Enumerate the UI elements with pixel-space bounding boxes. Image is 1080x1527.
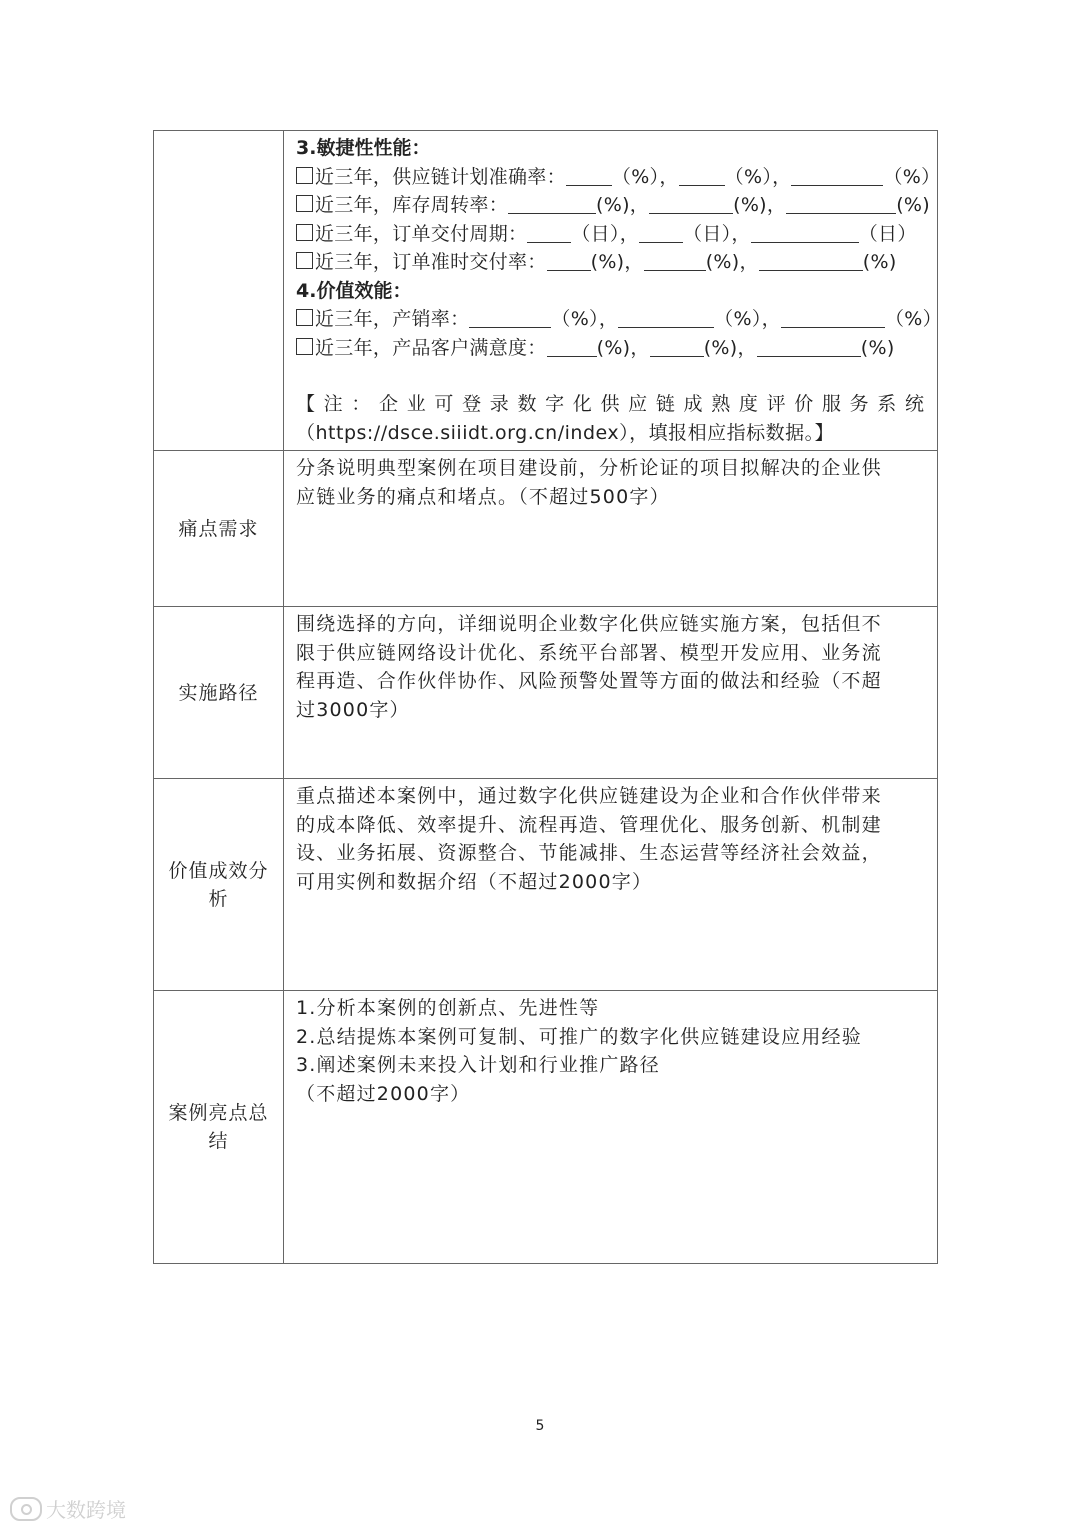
unit-text: （日）， xyxy=(683,222,751,245)
implementation-path-row xyxy=(154,607,938,779)
unit-text: (%)， xyxy=(596,336,650,359)
blank-field[interactable] xyxy=(786,193,896,214)
label-text: 析 xyxy=(208,887,229,910)
label-text: 痛点需求 xyxy=(178,517,259,540)
blank-field[interactable] xyxy=(644,250,706,271)
value-analysis-content[interactable] xyxy=(284,779,938,991)
unit-text: （%）， xyxy=(724,165,792,188)
blank-field[interactable] xyxy=(650,336,704,357)
label-text: 结 xyxy=(208,1130,229,1152)
pain-points-content[interactable] xyxy=(284,451,938,607)
unit-text: (%) xyxy=(860,336,895,359)
case-highlights-label xyxy=(154,991,284,1264)
blank-field[interactable] xyxy=(566,165,612,186)
plan-accuracy-option[interactable] xyxy=(296,163,941,192)
value-analysis-row xyxy=(154,779,938,991)
option-label: 近三年，库存周转率： xyxy=(315,194,509,216)
watermark-text: 大数跨境 xyxy=(46,1498,126,1522)
instruction-line: 程再造、合作伙伴协作、风险预警处置等方面的做法和经验（不超 xyxy=(296,670,882,692)
blank-field[interactable] xyxy=(639,222,683,243)
satisfaction-option[interactable] xyxy=(296,334,927,363)
checkbox[interactable] xyxy=(296,252,313,269)
instruction-line: （不超过2000字） xyxy=(296,1082,471,1105)
blank-field[interactable] xyxy=(547,250,591,271)
metrics-row xyxy=(154,131,938,451)
watermark xyxy=(10,1494,126,1523)
option-label: 近三年，产销率： xyxy=(315,308,470,330)
blank-field[interactable] xyxy=(679,165,725,186)
case-highlights-content[interactable] xyxy=(284,991,938,1264)
inventory-turnover-option[interactable] xyxy=(296,191,930,220)
sales-rate-option[interactable] xyxy=(296,305,942,334)
instruction-line: 3.阐述案例未来投入计划和行业推广路径 xyxy=(296,1054,660,1076)
blank-field[interactable] xyxy=(508,193,596,214)
option-label: 近三年，供应链计划准确率： xyxy=(315,165,566,188)
metrics-content-cell xyxy=(284,131,942,451)
checkbox[interactable] xyxy=(296,309,313,326)
blank-field[interactable] xyxy=(751,222,859,243)
label-text: 价值成效分 xyxy=(168,859,269,882)
unit-text: (%)， xyxy=(596,194,650,216)
blank-field[interactable] xyxy=(791,165,883,186)
metrics-label-cell xyxy=(154,131,284,451)
instruction-line: 可用实例和数据介绍（不超过2000字） xyxy=(296,870,653,893)
label-text: 实施路径 xyxy=(178,681,259,704)
order-cycle-option[interactable] xyxy=(296,220,927,249)
instruction-line: 设、业务拓展、资源整合、节能减排、生态运营等经济社会效益， xyxy=(296,842,882,864)
instruction-line: 1.分析本案例的创新点、先进性等 xyxy=(296,997,600,1019)
checkbox[interactable] xyxy=(296,195,313,212)
unit-text: (%) xyxy=(896,194,930,216)
blank-field[interactable] xyxy=(469,307,551,328)
instruction-line: 过3000字） xyxy=(296,698,410,721)
pain-points-label xyxy=(154,451,284,607)
unit-text: (%)， xyxy=(733,194,787,216)
unit-text: （%） xyxy=(884,308,942,330)
pain-points-row xyxy=(154,451,938,607)
checkbox[interactable] xyxy=(296,224,313,241)
note-line-1: 【注：企业可登录数字化供应链成熟度评价服务系统 xyxy=(296,393,927,415)
value-analysis-label xyxy=(154,779,284,991)
unit-text: （日）， xyxy=(571,222,640,245)
page-number: 5 xyxy=(535,1418,545,1434)
agility-heading: 3.敏捷性性能： xyxy=(296,137,431,159)
blank-field[interactable] xyxy=(547,336,597,357)
eye-logo-icon xyxy=(10,1497,42,1521)
blank-field[interactable] xyxy=(757,336,861,357)
implementation-path-content[interactable] xyxy=(284,607,938,779)
unit-text: （日） xyxy=(858,222,917,245)
case-highlights-row xyxy=(154,991,938,1264)
checkbox[interactable] xyxy=(296,167,313,184)
unit-text: (%)， xyxy=(703,336,757,359)
instruction-line: 的成本降低、效率提升、流程再造、管理优化、服务创新、机制建 xyxy=(296,813,882,836)
instruction-line: 2.总结提炼本案例可复制、可推广的数字化供应链建设应用经验 xyxy=(296,1025,862,1048)
value-heading: 4.价值效能： xyxy=(296,279,412,302)
unit-text: （%）， xyxy=(611,165,679,188)
option-label: 近三年，订单准时交付率： xyxy=(315,251,547,273)
application-form-table xyxy=(153,130,942,1264)
blank-field[interactable] xyxy=(527,222,571,243)
blank-field[interactable] xyxy=(649,193,733,214)
instruction-line: 重点描述本案例中，通过数字化供应链建设为企业和合作伙伴带来 xyxy=(296,785,882,807)
label-text: 案例亮点总 xyxy=(168,1102,269,1124)
unit-text: (%) xyxy=(862,251,897,273)
blank-field[interactable] xyxy=(781,307,885,328)
instruction-line: 应链业务的痛点和堵点。（不超过500字） xyxy=(296,485,670,508)
unit-text: （%） xyxy=(883,165,941,188)
instruction-line: 限于供应链网络设计优化、系统平台部署、模型开发应用、业务流 xyxy=(296,641,882,664)
unit-text: （%）， xyxy=(551,308,619,330)
unit-text: (%)， xyxy=(590,251,644,273)
on-time-rate-option[interactable] xyxy=(296,248,927,277)
note-line-2: （https://dsce.siiidt.org.cn/index），填报相应指标数据。】 xyxy=(296,421,835,444)
option-label: 近三年，订单交付周期： xyxy=(315,222,528,245)
implementation-path-label xyxy=(154,607,284,779)
checkbox[interactable] xyxy=(296,338,313,355)
instruction-line: 围绕选择的方向，详细说明企业数字化供应链实施方案，包括但不 xyxy=(296,613,882,635)
blank-field[interactable] xyxy=(618,307,714,328)
blank-field[interactable] xyxy=(759,250,863,271)
option-label: 近三年，产品客户满意度： xyxy=(315,336,547,359)
instruction-line: 分条说明典型案例在项目建设前，分析论证的项目拟解决的企业供 xyxy=(296,457,882,479)
unit-text: （%）， xyxy=(714,308,781,330)
unit-text: (%)， xyxy=(705,251,759,273)
